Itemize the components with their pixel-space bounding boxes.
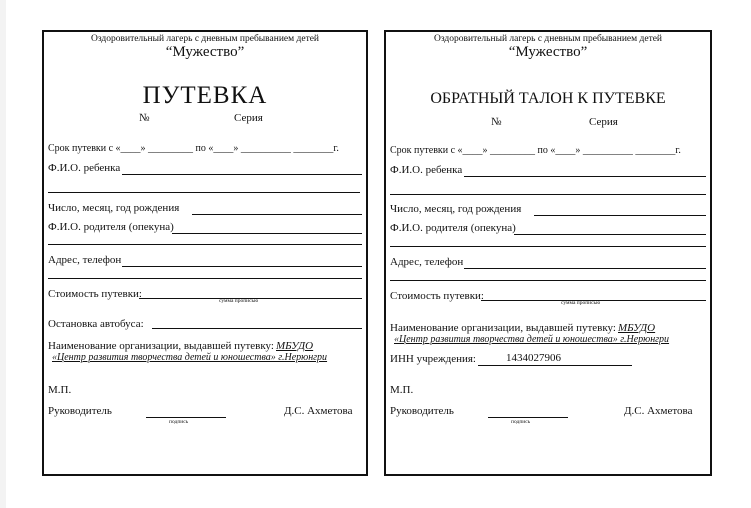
child-name-field[interactable] — [464, 176, 706, 177]
inn-field[interactable] — [478, 365, 632, 366]
cost-hint: сумма прописью — [561, 300, 601, 306]
number-label: № — [139, 112, 150, 124]
term-line[interactable]: Срок путевки с «____» _________ по «____» __________ ________г. — [390, 145, 681, 156]
birth-field[interactable] — [534, 215, 706, 216]
coupon-title: ОБРАТНЫЙ ТАЛОН К ПУТЕВКЕ — [430, 90, 666, 107]
head-label: Руководитель — [390, 405, 454, 417]
org-issuer-label: Наименование организации, выдавшей путевку: — [48, 340, 274, 352]
parent-field-2[interactable] — [48, 244, 362, 245]
signature-hint: подпись — [511, 419, 531, 425]
signature-hint: подпись — [169, 419, 189, 425]
voucher-title: ПУТЕВКА — [142, 82, 268, 109]
address-label: Адрес, телефон — [390, 256, 464, 268]
parent-label: Ф.И.О. родителя (опекуна) — [390, 222, 516, 234]
org-short-name: МБУДО — [276, 340, 314, 352]
camp-org-text: Оздоровительный лагерь с дневным пребыванием детей — [90, 34, 320, 44]
return-coupon-card — [384, 30, 712, 476]
address-label: Адрес, телефон — [48, 254, 122, 266]
voucher-card — [42, 30, 368, 476]
series-label: Серия — [589, 116, 618, 128]
cost-label: Стоимость путевки: — [390, 290, 484, 302]
inn-value: 1434027906 — [506, 352, 561, 364]
parent-field[interactable] — [514, 234, 706, 235]
org-full-name: «Центр развития творчества детей и юношества» г.Нерюнгри — [52, 352, 328, 363]
child-name-field-2[interactable] — [48, 192, 360, 193]
stamp-label: М.П. — [390, 384, 414, 396]
head-name: Д.С. Ахметова — [284, 405, 353, 417]
head-label: Руководитель — [48, 405, 112, 417]
parent-field-2[interactable] — [390, 246, 706, 247]
address-field-2[interactable] — [48, 278, 362, 279]
head-name: Д.С. Ахметова — [624, 405, 693, 417]
inn-label: ИНН учреждения: — [390, 353, 476, 365]
signature-field[interactable] — [488, 417, 568, 418]
parent-label: Ф.И.О. родителя (опекуна) — [48, 221, 174, 233]
org-short-name: МБУДО — [618, 322, 656, 334]
child-name-field-2[interactable] — [390, 194, 706, 195]
cost-hint: сумма прописью — [219, 298, 259, 304]
org-full-name: «Центр развития творчества детей и юношества» г.Нерюнгри — [394, 334, 670, 345]
birth-field[interactable] — [192, 214, 362, 215]
child-name-label: Ф.И.О. ребенка — [390, 164, 463, 176]
camp-org-text: Оздоровительный лагерь с дневным пребыванием детей — [433, 34, 663, 44]
bus-field[interactable] — [152, 328, 362, 329]
stamp-label: М.П. — [48, 384, 72, 396]
signature-field[interactable] — [146, 417, 226, 418]
address-field[interactable] — [122, 266, 362, 267]
term-line[interactable]: Срок путевки с «____» _________ по «____» __________ ________г. — [48, 143, 339, 154]
cost-label: Стоимость путевки: — [48, 288, 142, 300]
org-issuer-label: Наименование организации, выдавшей путевку: — [390, 322, 616, 334]
number-label: № — [491, 116, 502, 128]
child-name-field[interactable] — [122, 174, 362, 175]
address-field[interactable] — [464, 268, 706, 269]
series-label: Серия — [234, 112, 263, 124]
child-name-label: Ф.И.О. ребенка — [48, 162, 121, 174]
parent-field[interactable] — [172, 233, 362, 234]
camp-name: “Мужество” — [165, 44, 245, 60]
bus-label: Остановка автобуса: — [48, 318, 144, 330]
birth-label: Число, месяц, год рождения — [48, 202, 180, 214]
address-field-2[interactable] — [390, 280, 706, 281]
birth-label: Число, месяц, год рождения — [390, 203, 522, 215]
camp-name: “Мужество” — [508, 44, 588, 60]
